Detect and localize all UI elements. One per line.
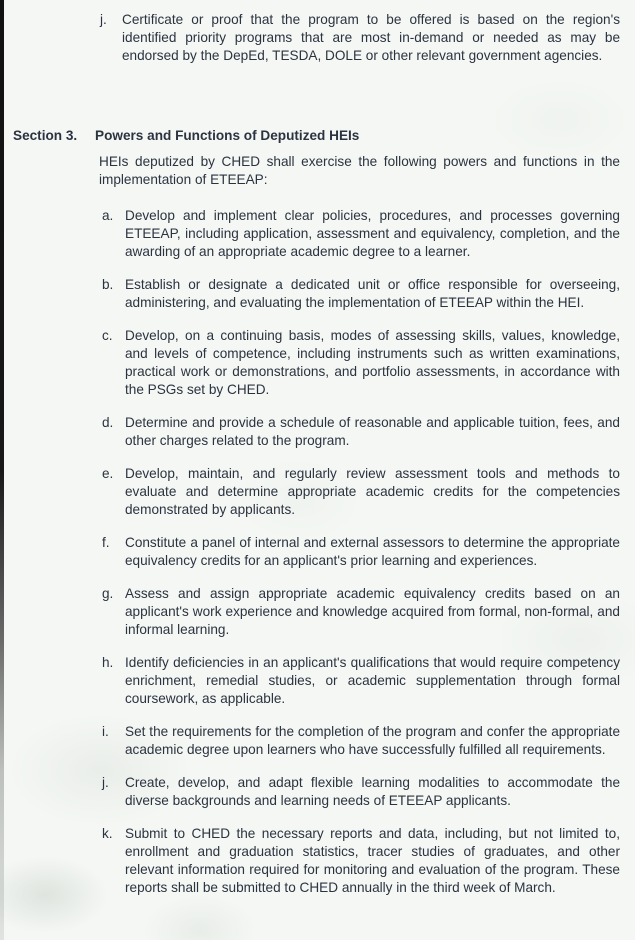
list-item-text: Set the requirements for the completion of the program and confer the appropriate academic degree upon learners who have successfully fulfilled all requirements. <box>125 724 620 757</box>
list-item-e <box>102 465 620 519</box>
section-title: Powers and Functions of Deputized HEIs <box>95 128 360 143</box>
intro-paragraph: HEIs deputized by CHED shall exercise the following powers and functions in the implementation of ETEEAP: <box>99 154 620 187</box>
list-item-letter: c. <box>102 328 113 343</box>
scan-left-edge <box>0 0 4 940</box>
list-item-d <box>102 414 620 450</box>
list-item-text: Create, develop, and adapt flexible learning modalities to accommodate the diverse backgrounds and learning needs of ETEEAP applicants. <box>125 775 620 808</box>
list-item-text: Certificate or proof that the program to be offered is based on the region's identified priority programs that are most in-demand or needed as may be endorsed by the DepEd, TESDA, DOLE or other relevant government agencies. <box>122 12 620 63</box>
list-item-text: Develop and implement clear policies, procedures, and processes governing ETEEAP, including application, assessment and equivalency, completion, and the awarding of an appropriate academic degree to a learner. <box>125 208 620 259</box>
list-item-text: Determine and provide a schedule of reasonable and applicable tuition, fees, and other charges related to the program. <box>125 415 620 448</box>
list-item-i <box>102 723 620 759</box>
list-item-text: Assess and assign appropriate academic equivalency credits based on an applicant's work experience and knowledge acquired from formal, non-formal, and informal learning. <box>125 586 620 637</box>
carryover-list-item <box>100 11 620 65</box>
list-item-letter: j. <box>100 12 107 27</box>
section-heading <box>13 127 620 145</box>
list-item-text: Constitute a panel of internal and external assessors to determine the appropriate equivalency credits for an applicant's prior learning and experiences. <box>125 535 620 568</box>
powers-functions-list <box>102 207 620 897</box>
list-item-f <box>102 534 620 570</box>
list-item-text: Submit to CHED the necessary reports and data, including, but not limited to, enrollment and graduation statistics, tracer studies of graduates, and other relevant information required for monitoring and evaluation of the program. These reports shall be submitted to CHED annually in the third week of March. <box>125 826 620 895</box>
list-item-text: Develop, maintain, and regularly review assessment tools and methods to evaluate and determine appropriate academic credits for the competencies demonstrated by applicants. <box>125 466 620 517</box>
list-item-letter: a. <box>102 208 114 223</box>
list-item-a <box>102 207 620 261</box>
list-item-j <box>102 774 620 810</box>
list-item-text: Develop, on a continuing basis, modes of assessing skills, values, knowledge, and levels of competence, including instruments such as written examinations, practical work or demonstrations, and portfolio assessments, in accordance with the PSGs set by CHED. <box>125 328 620 397</box>
list-item-letter: f. <box>102 535 110 550</box>
list-item-text: Establish or designate a dedicated unit or office responsible for overseeing, administering, and evaluating the implementation of ETEEAP within the HEI. <box>125 277 620 310</box>
list-item-letter: e. <box>102 466 114 481</box>
list-item-text: Identify deficiencies in an applicant's qualifications that would require competency enrichment, remedial studies, or academic supplementation through formal coursework, as applicable. <box>125 655 620 706</box>
list-item-k <box>102 825 620 897</box>
list-item-letter: k. <box>102 826 113 841</box>
section-label: Section 3. <box>13 128 78 143</box>
list-item-letter: h. <box>102 655 114 670</box>
list-item-g <box>102 585 620 639</box>
list-item-letter: g. <box>102 586 114 601</box>
list-item-letter: j. <box>102 775 109 790</box>
list-item-b <box>102 276 620 312</box>
list-item-c <box>102 327 620 399</box>
list-item-letter: i. <box>102 724 109 739</box>
list-item-letter: d. <box>102 415 114 430</box>
list-item-letter: b. <box>102 277 114 292</box>
list-item-h <box>102 654 620 708</box>
